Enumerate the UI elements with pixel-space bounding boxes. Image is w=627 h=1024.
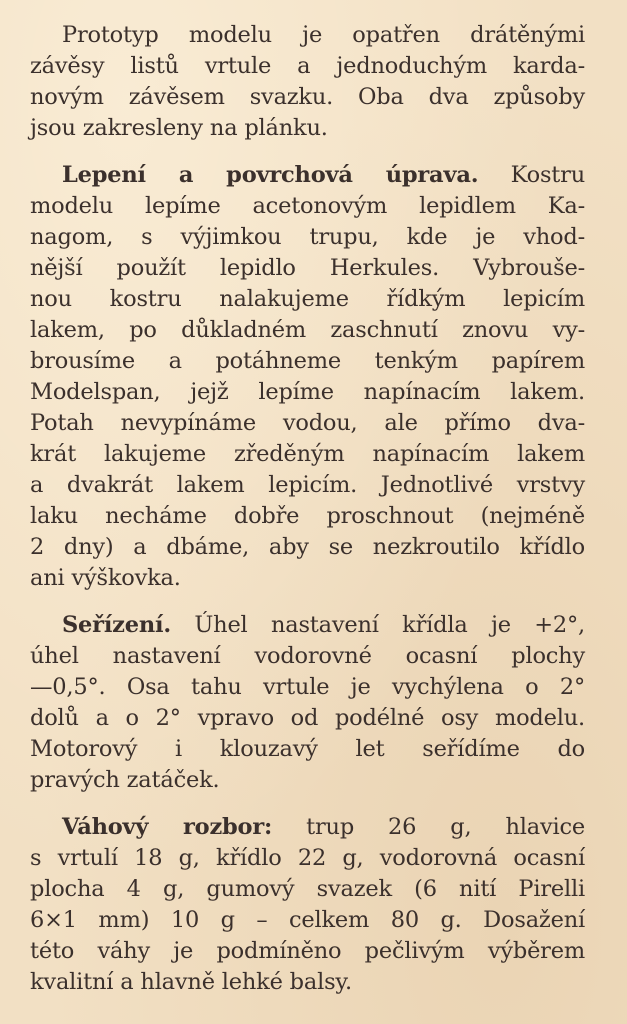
text-line: lakem, po důkladném zaschnutí znovu vy-: [30, 317, 585, 343]
paragraph-weight: [30, 812, 585, 998]
section-heading: Váhový rozbor:: [62, 814, 273, 840]
paragraph-adjustment: [30, 610, 585, 796]
text-line: nagom, s výjimkou trupu, kde je vhod-: [30, 224, 585, 250]
text-line: Prototyp modelu je opatřen drátěnými: [62, 22, 585, 48]
text-line: závěsy listů vrtule a jednoduchým karda-: [30, 53, 585, 79]
text-line: s vrtulí 18 g, křídlo 22 g, vodorovná ocasní: [30, 845, 585, 871]
section-heading: Lepení a povrchová úprava.: [62, 162, 479, 188]
text-line: 2 dny) a dbáme, aby se nezkroutilo křídlo: [30, 534, 585, 560]
text-line: Potah nevypínáme vodou, ale přímo dva-: [30, 410, 585, 436]
text-line: a dvakrát lakem lepicím. Jednotlivé vrstvy: [30, 472, 585, 498]
paragraph-intro: [30, 20, 585, 144]
text-line: brousíme a potáhneme tenkým papírem: [30, 348, 585, 374]
text-line: pravých zatáček.: [30, 767, 220, 793]
text-line: modelu lepíme acetonovým lepidlem Ka-: [30, 193, 585, 219]
text-line: krát lakujeme zředěným napínacím lakem: [30, 441, 585, 467]
text-line: jsou zakresleny na plánku.: [30, 115, 328, 141]
text-line: laku necháme dobře proschnout (nejméně: [30, 503, 585, 529]
text-line: kvalitní a hlavně lehké balsy.: [30, 969, 352, 995]
text-line: této váhy je podmíněno pečlivým výběrem: [30, 938, 585, 964]
text-line: Váhový rozbor: trup 26 g, hlavice: [62, 814, 585, 840]
text-line: dolů a o 2° vpravo od podélné osy modelu.: [30, 705, 585, 731]
text-line: Modelspan, jejž lepíme napínacím lakem.: [30, 379, 585, 405]
text-line: Lepení a povrchová úprava. Kostru: [62, 162, 585, 188]
text-line: 6×1 mm) 10 g – celkem 80 g. Dosažení: [30, 907, 585, 933]
text-line: novým závěsem svazku. Oba dva způsoby: [30, 84, 585, 110]
text-line: nější použít lepidlo Herkules. Vybrouše-: [30, 255, 585, 281]
text-line: —0,5°. Osa tahu vrtule je vychýlena o 2°: [30, 674, 585, 700]
text-line: Motorový i klouzavý let seřídíme do: [30, 736, 585, 762]
section-heading: Seřízení.: [62, 612, 171, 638]
text-line: nou kostru nalakujeme řídkým lepicím: [30, 286, 585, 312]
text-line: Seřízení. Úhel nastavení křídla je +2°,: [62, 612, 585, 638]
text-line: ani výškovka.: [30, 565, 181, 591]
text-line: plocha 4 g, gumový svazek (6 nití Pirelli: [30, 876, 585, 902]
text-line: úhel nastavení vodorovné ocasní plochy: [30, 643, 585, 669]
paragraph-gluing: [30, 160, 585, 594]
